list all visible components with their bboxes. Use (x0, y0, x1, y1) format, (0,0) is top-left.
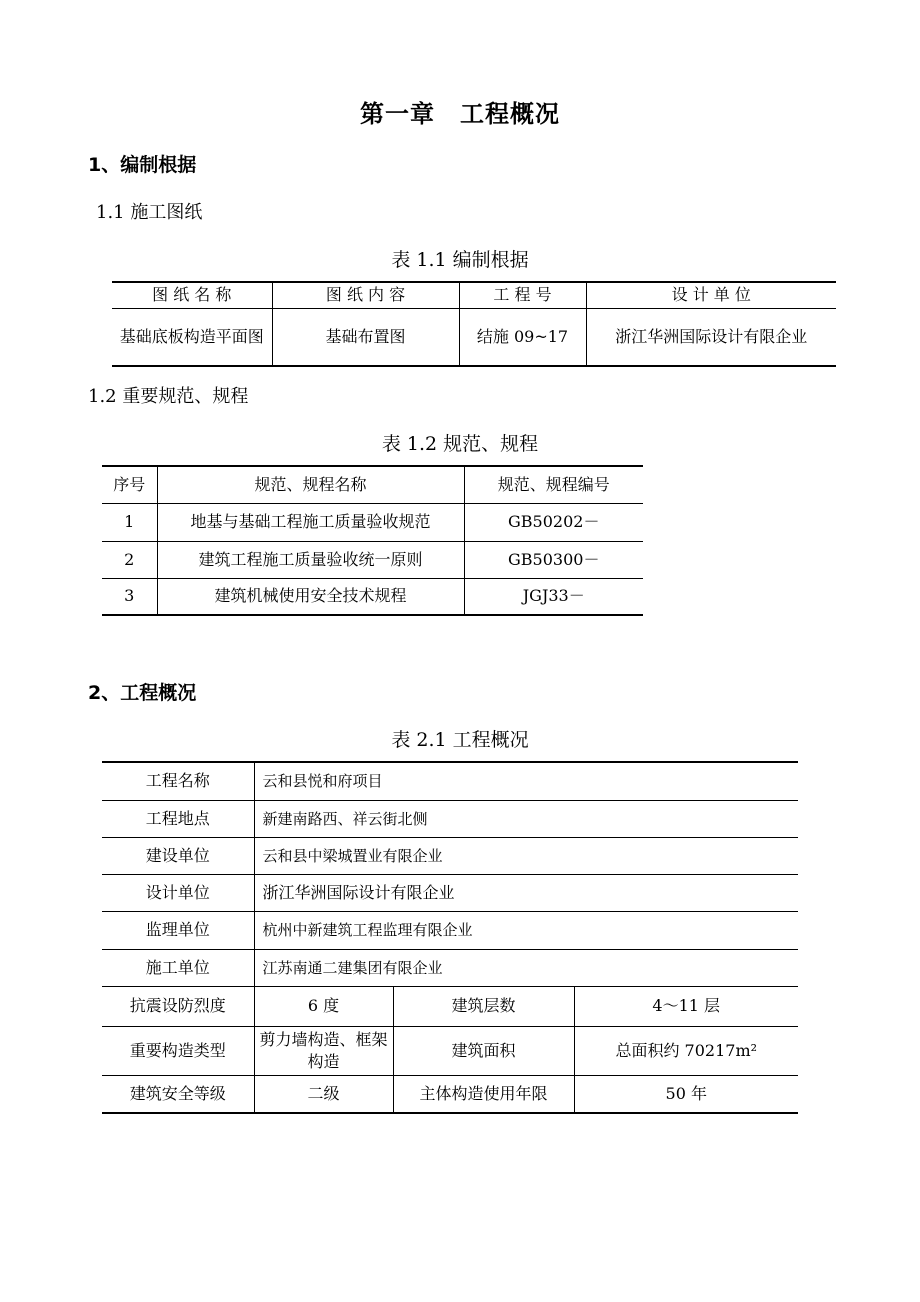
table-label-cell: 重要构造类型 (102, 1026, 254, 1075)
table-cell: 地基与基础工程施工质量验收规范 (157, 503, 464, 541)
table-header-cell: 规范、规程名称 (157, 466, 464, 503)
table-row (102, 541, 643, 578)
table-row (102, 949, 798, 986)
table-row (112, 308, 836, 366)
table-cell: 结施 09~17 (459, 308, 586, 366)
table-1-caption: 表 1.1 编制根据 (391, 249, 529, 271)
subsection-heading-1-1: 1.1 施工图纸 (96, 202, 203, 223)
table-value-cell: 云和县中梁城置业有限企业 (254, 837, 798, 874)
section-heading-1: 1、编制根据 (88, 154, 197, 176)
table-value-cell: 二级 (254, 1075, 393, 1113)
table-value-cell: 总面积约 70217m² (574, 1026, 798, 1075)
table-label-cell: 监理单位 (102, 911, 254, 949)
table-header-row (112, 282, 836, 308)
table-drawings (112, 281, 836, 367)
table-cell: 基础布置图 (272, 308, 459, 366)
table-header-cell: 图 纸 名 称 (112, 282, 272, 308)
table-cell: 建筑机械使用安全技术规程 (157, 578, 464, 615)
table-label-cell: 抗震设防烈度 (102, 986, 254, 1026)
table-label-cell: 建筑面积 (393, 1026, 574, 1075)
table-header-row (102, 466, 643, 503)
table-standards (102, 465, 643, 616)
table-header-cell: 设 计 单 位 (586, 282, 836, 308)
table-cell: GB50300－ (464, 541, 643, 578)
table-label-cell: 建筑安全等级 (102, 1075, 254, 1113)
table-label-cell: 工程名称 (102, 762, 254, 800)
table-label-cell: 建设单位 (102, 837, 254, 874)
table-label-cell: 主体构造使用年限 (393, 1075, 574, 1113)
table-label-cell: 施工单位 (102, 949, 254, 986)
table-cell: 2 (102, 541, 157, 578)
table-row (102, 578, 643, 615)
table-value-cell: 云和县悦和府项目 (254, 762, 798, 800)
table-header-cell: 工 程 号 (459, 282, 586, 308)
table-cell: 建筑工程施工质量验收统一原则 (157, 541, 464, 578)
subsection-heading-1-2: 1.2 重要规范、规程 (88, 386, 249, 407)
table-value-cell: 4～11 层 (574, 986, 798, 1026)
table-header-cell: 图 纸 内 容 (272, 282, 459, 308)
table-row (102, 800, 798, 837)
table-project-overview (102, 761, 798, 1114)
table-value-cell: 杭州中新建筑工程监理有限企业 (254, 911, 798, 949)
table-value-cell: 50 年 (574, 1075, 798, 1113)
table-value-cell: 江苏南通二建集团有限企业 (254, 949, 798, 986)
table-label-cell: 设计单位 (102, 874, 254, 911)
table-value-cell: 新建南路西、祥云街北侧 (254, 800, 798, 837)
table-row (102, 874, 798, 911)
table-cell: GB50202－ (464, 503, 643, 541)
table-row (102, 762, 798, 800)
table-value-cell: 6 度 (254, 986, 393, 1026)
table-row (102, 986, 798, 1026)
table-2-caption: 表 1.2 规范、规程 (381, 433, 539, 455)
table-cell: 浙江华洲国际设计有限企业 (586, 308, 836, 366)
table-cell: 3 (102, 578, 157, 615)
table-label-cell: 建筑层数 (393, 986, 574, 1026)
table-value-cell: 浙江华洲国际设计有限企业 (254, 874, 798, 911)
table-row (102, 1075, 798, 1113)
table-3-caption: 表 2.1 工程概况 (391, 729, 529, 751)
table-row (102, 503, 643, 541)
table-value-cell: 剪力墙构造、框架构造 (254, 1026, 393, 1075)
section-heading-2: 2、工程概况 (88, 682, 197, 704)
table-row (102, 837, 798, 874)
table-header-cell: 序号 (102, 466, 157, 503)
table-cell: 1 (102, 503, 157, 541)
page-title: 第一章 工程概况 (360, 100, 560, 128)
table-header-cell: 规范、规程编号 (464, 466, 643, 503)
table-cell: 基础底板构造平面图 (112, 308, 272, 366)
table-row (102, 911, 798, 949)
table-label-cell: 工程地点 (102, 800, 254, 837)
table-row (102, 1026, 798, 1075)
table-cell: JGJ33－ (464, 578, 643, 615)
